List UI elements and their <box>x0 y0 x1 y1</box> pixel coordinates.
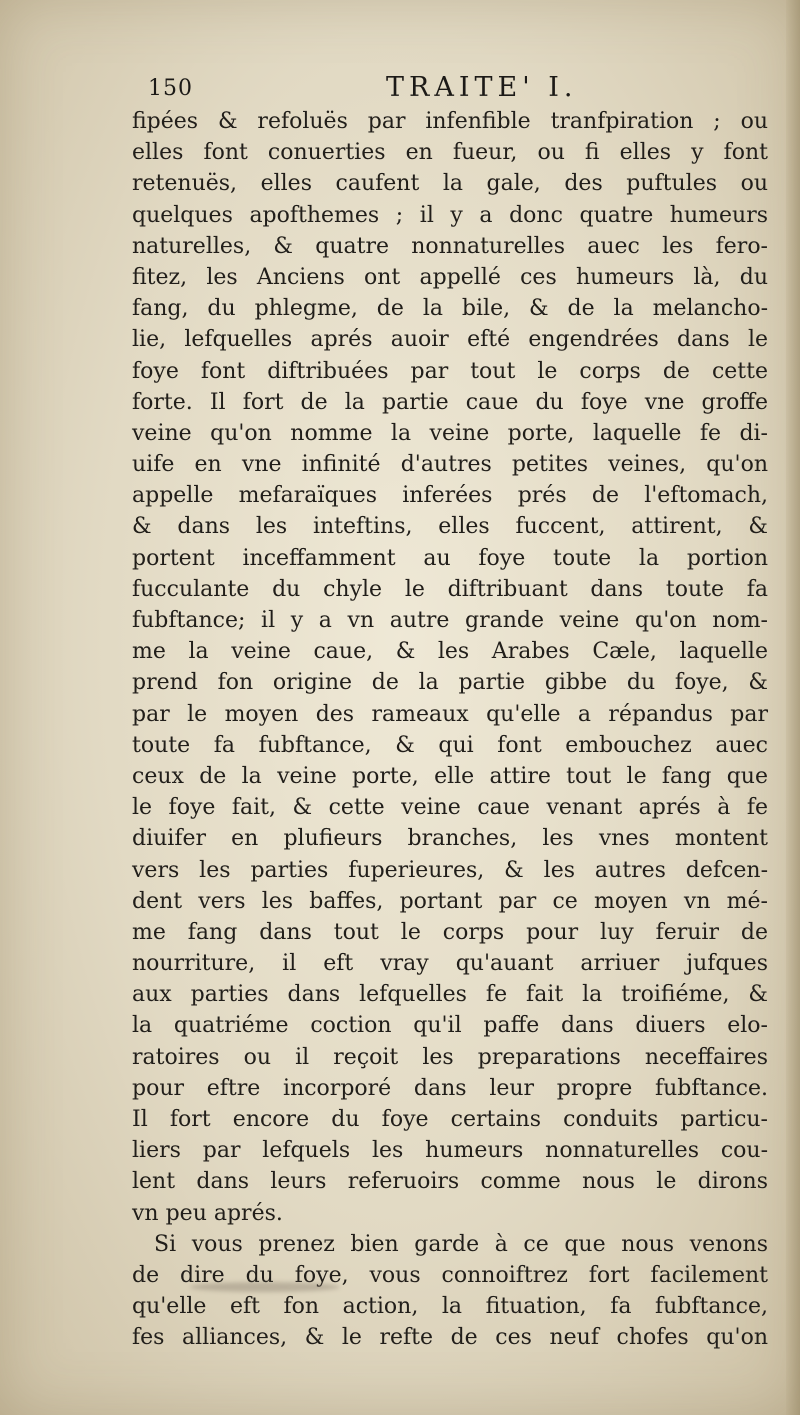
text-line: de dire du foye, vous connoiftrez fort facilement <box>132 1262 768 1288</box>
text-line: vers les parties fuperieures, & les autres defcen- <box>132 857 768 883</box>
text-line: forte. Il fort de la partie caue du foye vne groffe <box>132 389 768 415</box>
text-line: fubftance; il y a vn autre grande veine qu'on nom- <box>132 608 768 633</box>
text-line: foye font diftribuées par tout le corps de cette <box>132 358 768 384</box>
text-line: elles font conuerties en fueur, ou fi elles y font <box>132 140 768 166</box>
text-line: lent dans leurs referuoirs comme nous le dirons <box>132 1169 768 1195</box>
page-number: 150 <box>148 76 193 101</box>
running-head: TRAITE' I. <box>386 72 578 103</box>
text-line: ratoires ou il reçoit les preparations neceffaires <box>132 1044 768 1070</box>
text-line: prend fon origine de la partie gibbe du foye, & <box>132 670 768 696</box>
text-line: me fang dans tout le corps pour luy feruir de <box>132 919 768 945</box>
text-line: fes alliances, & le refte de ces neuf chofes qu'on <box>132 1325 768 1351</box>
text-line: retenuës, elles caufent la gale, des puftules ou <box>132 171 768 197</box>
text-line: uife en vne infinité d'autres petites veines, qu'on <box>132 452 768 478</box>
text-line: par le moyen des rameaux qu'elle a répandus par <box>132 701 768 727</box>
text-line: fucculante du chyle le diftribuant dans toute fa <box>132 576 768 602</box>
text-line: quelques apofthemes ; il y a donc quatre humeurs <box>132 202 768 228</box>
text-line: naturelles, & quatre nonnaturelles auec les fero- <box>132 233 768 259</box>
text-line: appelle mefaraïques inferées prés de l'eftomach, <box>132 483 768 509</box>
text-line: fang, du phlegme, de la bile, & de la melancho- <box>132 296 768 322</box>
text-line: le foye fait, & cette veine caue venant aprés à fe <box>132 795 768 821</box>
text-line: portent inceffamment au foye toute la portion <box>132 545 768 571</box>
ink-smudge <box>190 1282 340 1292</box>
text-line: & dans les inteftins, elles fuccent, attirent, & <box>132 514 768 540</box>
body-text <box>132 106 768 1354</box>
text-line: Il fort encore du foye certains conduits particu- <box>132 1107 768 1132</box>
text-line: liers par lefquels les humeurs nonnaturelles cou- <box>132 1138 768 1164</box>
text-line: dent vers les baffes, portant par ce moyen vn mé- <box>132 888 768 914</box>
text-line: fipées & refoluës par infenfible tranfpiration ; ou <box>132 109 768 134</box>
text-line: aux parties dans lefquelles fe fait la troifiéme, & <box>132 982 768 1008</box>
page-header <box>148 72 748 106</box>
text-line: me la veine caue, & les Arabes Cæle, laquelle <box>132 639 768 665</box>
text-line: diuifer en plufieurs branches, les vnes montent <box>132 826 768 852</box>
text-line-paragraph-start: Si vous prenez bien garde à ce que nous venons <box>154 1231 768 1257</box>
text-line: lie, lefquelles aprés auoir efté engendrées dans le <box>132 327 768 353</box>
text-line: qu'elle eft fon action, la fituation, fa fubftance, <box>132 1294 768 1320</box>
text-line: fitez, les Anciens ont appellé ces humeurs là, du <box>132 264 768 290</box>
text-line: ceux de la veine porte, elle attire tout le fang que <box>132 763 768 789</box>
text-line: la quatriéme coction qu'il paffe dans diuers elo- <box>132 1013 768 1039</box>
text-line: toute fa fubftance, & qui font embouchez auec <box>132 732 768 758</box>
text-line-paragraph-end: vn peu aprés. <box>132 1200 283 1226</box>
page-edge-shadow <box>786 0 800 1415</box>
text-line: veine qu'on nomme la veine porte, laquelle fe di- <box>132 420 768 446</box>
text-line: nourriture, il eft vray qu'auant arriuer jufques <box>132 951 768 977</box>
text-line: pour eftre incorporé dans leur propre fubftance. <box>132 1075 768 1101</box>
